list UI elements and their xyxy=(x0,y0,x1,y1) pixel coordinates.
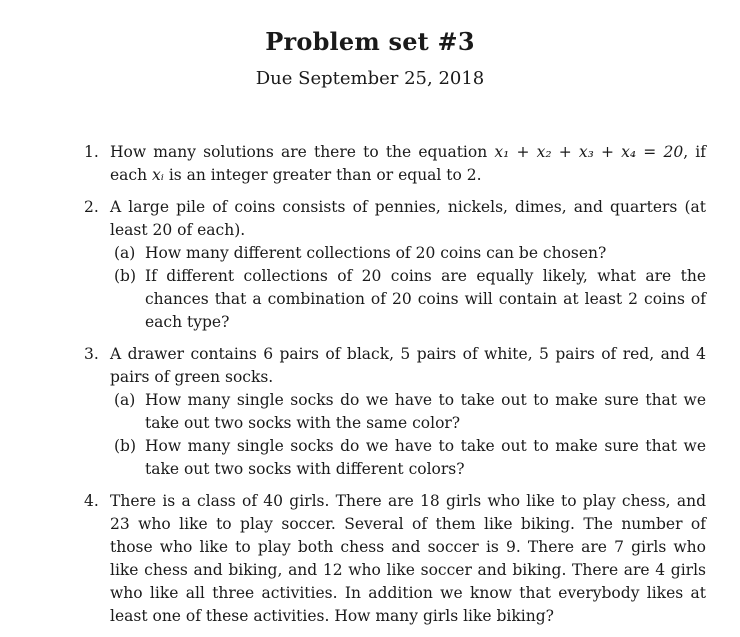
subproblem-label: (a) xyxy=(114,244,136,262)
problem-text: There is a class of 40 girls. There are 18 girls who like to play chess, and 23 who like to play soccer. Several of them like biking. The number of those who like to play both chess and soccer is 9. There are 7 girls who like chess and biking, and 12 who like soccer and biking. There are 4 girls who like all three activities. In addition we know that everybody likes at least one of these activities. How many girls like biking? xyxy=(110,492,706,625)
problem-text: , if each xyxy=(110,143,706,184)
problem-list xyxy=(84,141,706,637)
subproblem-b xyxy=(110,265,706,334)
subproblem-label: (b) xyxy=(114,437,137,455)
subproblem-label: (b) xyxy=(114,267,137,285)
problem-3 xyxy=(84,343,706,481)
problem-text: is an integer greater than or equal to 2. xyxy=(163,166,482,184)
subproblem-a xyxy=(110,389,706,435)
problem-text: A large pile of coins consists of pennies, nickels, dimes, and quarters (at least 20 of each). xyxy=(110,198,706,239)
problem-4 xyxy=(84,490,706,628)
problem-number: 2. xyxy=(84,198,99,216)
equation: x₁ + x₂ + x₃ + x₄ = 20 xyxy=(494,143,684,161)
problem-number: 1. xyxy=(84,143,99,161)
subproblem-text: How many single socks do we have to take out to make sure that we take out two socks with different colors? xyxy=(145,437,706,478)
problem-number: 4. xyxy=(84,492,99,510)
subproblem-b xyxy=(110,435,706,481)
problem-text: How many solutions are there to the equation xyxy=(110,143,495,161)
cut-off-next-line xyxy=(84,593,284,603)
subproblem-text: How many different collections of 20 coins can be chosen? xyxy=(145,244,607,262)
subproblem-label: (a) xyxy=(114,391,136,409)
math-variable: xᵢ xyxy=(152,166,164,184)
due-date: Due September 25, 2018 xyxy=(255,68,485,89)
problem-2 xyxy=(84,196,706,334)
subproblem-text: How many single socks do we have to take out to make sure that we take out two socks with the same color? xyxy=(145,391,706,432)
problem-number: 3. xyxy=(84,345,99,363)
page-title: Problem set #3 xyxy=(265,27,475,56)
subproblem-text: If different collections of 20 coins are equally likely, what are the chances that a combination of 20 coins will contain at least 2 coins of each type? xyxy=(145,267,706,331)
subproblem-a xyxy=(110,242,706,265)
problem-text: A drawer contains 6 pairs of black, 5 pairs of white, 5 pairs of red, and 4 pairs of green socks. xyxy=(110,345,706,386)
problem-1 xyxy=(84,141,706,187)
